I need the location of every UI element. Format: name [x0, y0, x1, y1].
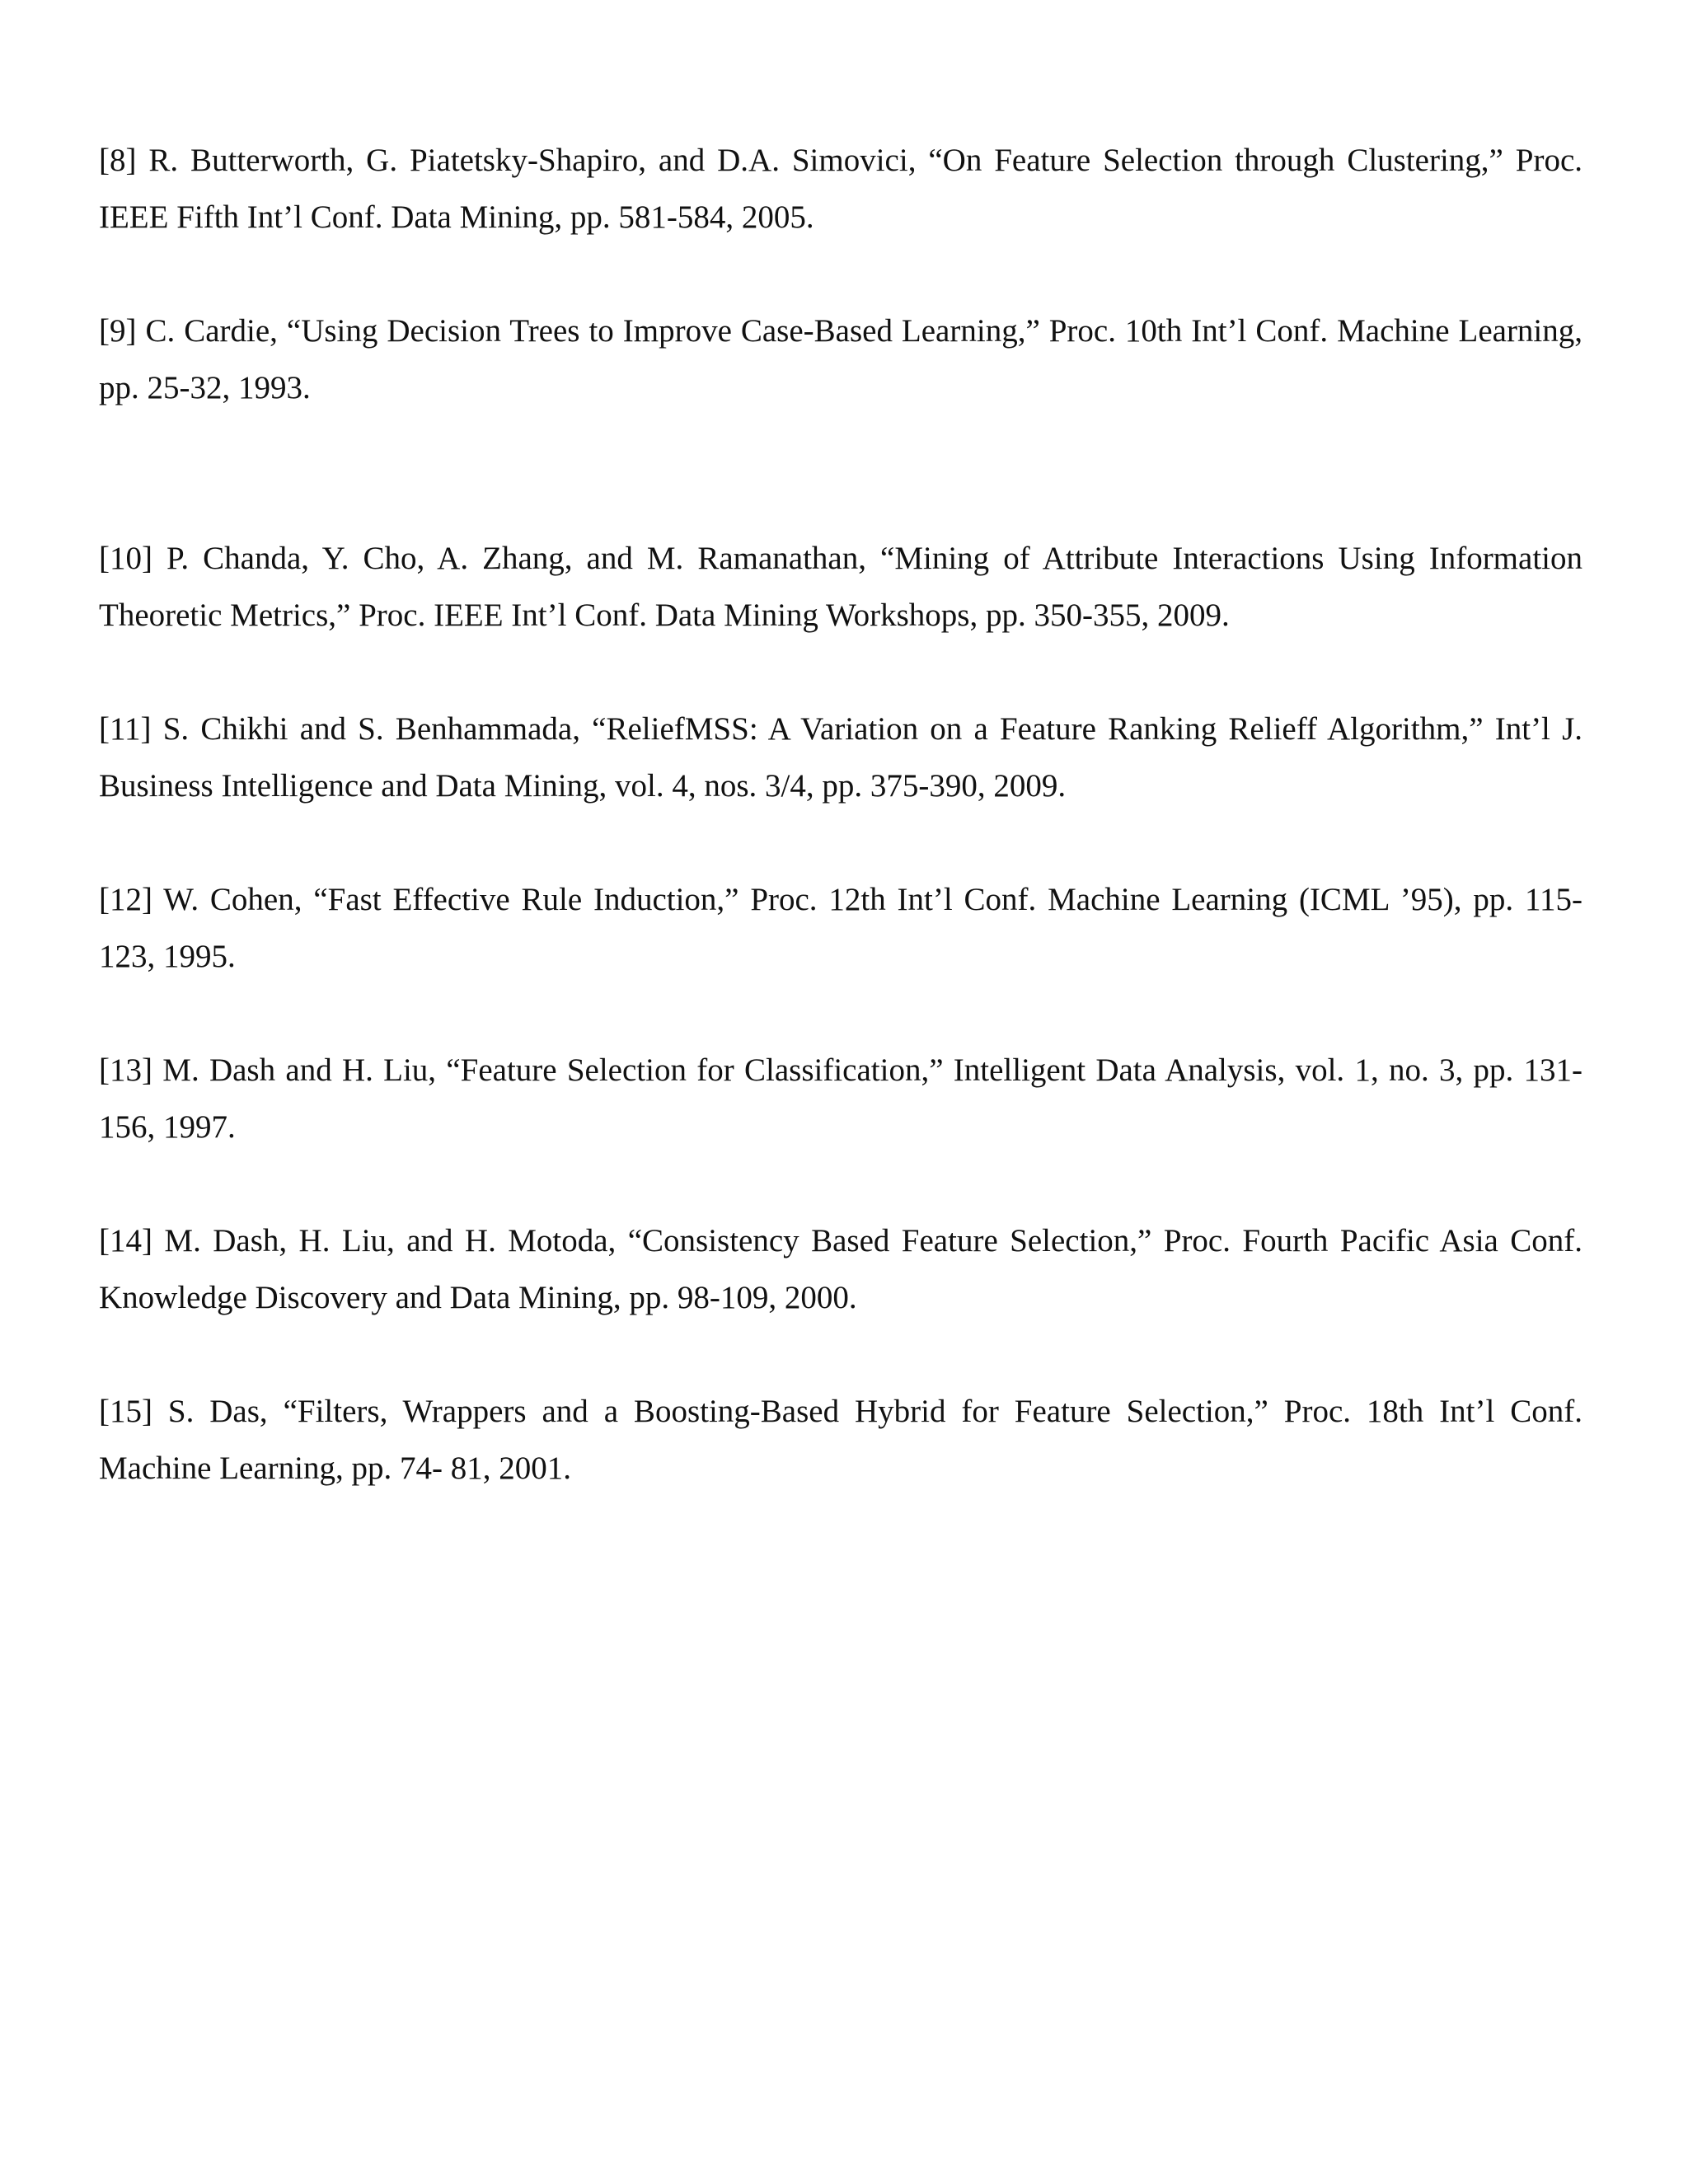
reference-text: P. Chanda, Y. Cho, A. Zhang, and M. Ramanathan, “Mining of Attribute Interactions Using Information Theoretic Metrics,” Proc. IEEE Int’l Conf. Data Mining Workshops, pp. 350-355, 2009. [99, 541, 1582, 633]
reference-text: S. Das, “Filters, Wrappers and a Boosting-Based Hybrid for Feature Selection,” Proc. 18th Int’l Conf. Machine Learning, pp. 74- 81, 2001. [99, 1394, 1582, 1486]
reference-item [99, 1042, 1582, 1155]
reference-item [99, 701, 1582, 814]
reference-item [99, 871, 1582, 985]
reference-label: [10] [99, 541, 152, 576]
reference-item [99, 530, 1582, 644]
reference-list [99, 132, 1582, 1497]
reference-label: [15] [99, 1394, 152, 1429]
reference-text: M. Dash and H. Liu, “Feature Selection for Classification,” Intelligent Data Analysis, vol. 1, no. 3, pp. 131-156, 1997. [99, 1052, 1583, 1145]
reference-text: W. Cohen, “Fast Effective Rule Induction,” Proc. 12th Int’l Conf. Machine Learning (ICML ’95), pp. 115-123, 1995. [99, 882, 1582, 974]
reference-label: [12] [99, 882, 152, 917]
reference-label: [13] [99, 1052, 152, 1088]
reference-label: [8] [99, 143, 137, 178]
reference-item [99, 132, 1582, 246]
reference-text: S. Chikhi and S. Benhammada, “ReliefMSS: A Variation on a Feature Ranking Relieff Algorithm,” Int’l J. Business Intelligence and Data Mining, vol. 4, nos. 3/4, pp. 375-390, 2009. [99, 711, 1582, 804]
reference-text: R. Butterworth, G. Piatetsky-Shapiro, and D.A. Simovici, “On Feature Selection through Clustering,” Proc. IEEE Fifth Int’l Conf. Data Mining, pp. 581-584, 2005. [99, 143, 1583, 235]
reference-item [99, 1383, 1582, 1497]
reference-item [99, 302, 1582, 416]
reference-label: [11] [99, 711, 152, 747]
reference-label: [14] [99, 1223, 152, 1258]
reference-text: C. Cardie, “Using Decision Trees to Improve Case-Based Learning,” Proc. 10th Int’l Conf. Machine Learning, pp. 25-32, 1993. [99, 313, 1583, 405]
reference-text: M. Dash, H. Liu, and H. Motoda, “Consistency Based Feature Selection,” Proc. Fourth Pacific Asia Conf. Knowledge Discovery and Data Mining, pp. 98-109, 2000. [99, 1223, 1582, 1315]
reference-label: [9] [99, 313, 137, 349]
reference-item [99, 1212, 1582, 1326]
